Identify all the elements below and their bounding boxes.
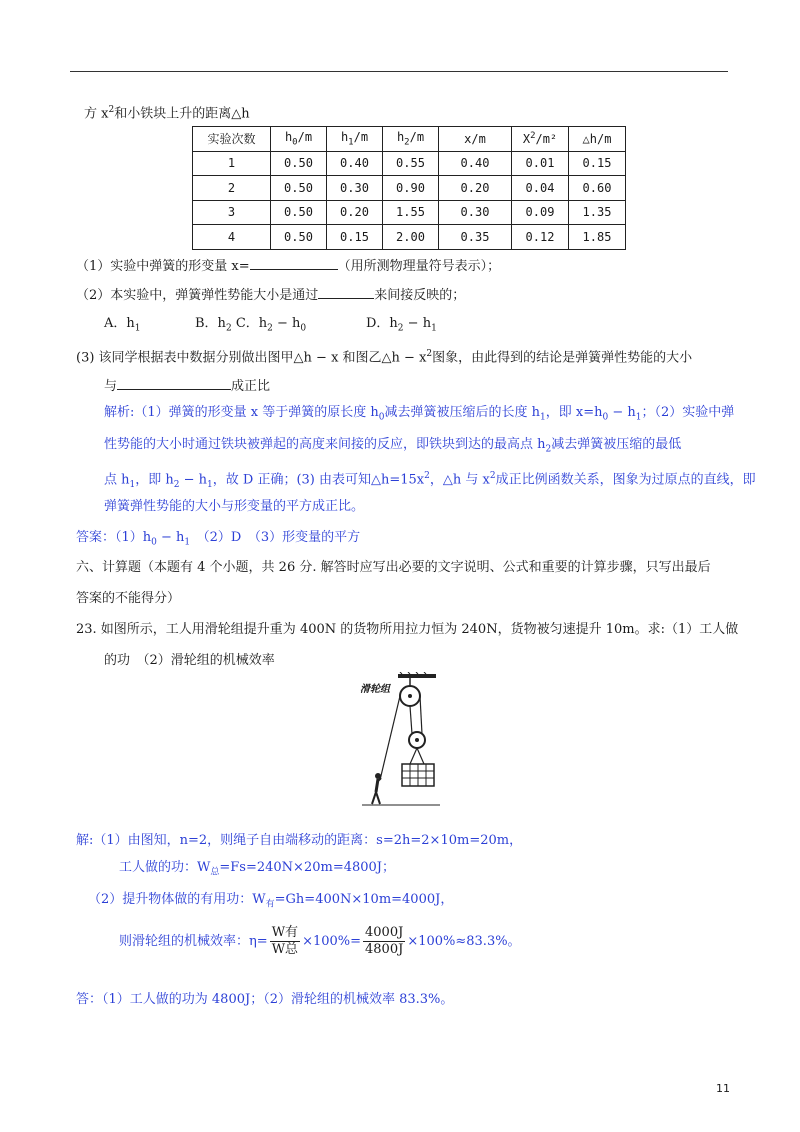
question-3-line-1: (3) 该同学根据表中数据分别做出图甲△h − x 和图乙△h − $x^2$图象，由此得到的结论是弹簧弹性势能的大小 bbox=[76, 349, 693, 366]
table-cell: 0.90 bbox=[383, 176, 439, 201]
table-cell: 0.40 bbox=[439, 151, 512, 176]
value-fraction: $\frac{4000J}{4800J}$ bbox=[365, 925, 404, 957]
table-header-cell: $h_2/m$ bbox=[383, 127, 439, 152]
fixed-pulley-axle bbox=[408, 694, 412, 698]
rope-segment bbox=[410, 706, 412, 734]
table-cell: 1.35 bbox=[569, 200, 626, 225]
answer-blank bbox=[318, 285, 374, 299]
pulley-figure bbox=[352, 672, 442, 810]
table-row bbox=[193, 200, 626, 225]
rope-segment bbox=[420, 696, 422, 734]
question-3-line-2: 与 成正比 bbox=[104, 376, 270, 396]
final-answer: 答：（1）工人做的功为 4800J；（2）滑轮组的机械效率 83.3%。 bbox=[76, 992, 454, 1007]
table-header-cell: △h/m bbox=[569, 127, 626, 152]
table-cell: 1 bbox=[193, 151, 271, 176]
table-cell: 0.50 bbox=[271, 151, 327, 176]
solution-line-4: 则滑轮组的机械效率：η= $\frac{\text{W有}}{\text{W总}}$ ×100%= $\frac{4000J}{4800J}$ ×100%≈83.3%。 bbox=[119, 925, 521, 957]
ceiling-beam bbox=[398, 674, 436, 678]
question-23-line-2: 的功 （2）滑轮组的机械效率 bbox=[104, 653, 275, 668]
option-b-c: B．$h_2$ C．$h_2 - h_0$ bbox=[195, 316, 307, 334]
analysis-line-2: 性势能的大小时通过铁块被弹起的高度来间接的反应，即铁块到达的最高点 $h_2$减去弹簧被压缩的最低 bbox=[104, 437, 682, 455]
worker-leg bbox=[376, 792, 380, 804]
answer-line: 答案：$(1)h_0 - h_1$ （2）D （3）形变量的平方 bbox=[76, 530, 361, 548]
movable-pulley-axle bbox=[415, 738, 419, 742]
table-cell: 1.85 bbox=[569, 225, 626, 250]
option-a: A．$h_1$ bbox=[104, 316, 141, 334]
solution-line-3: （2）提升物体做的有用功：$W_有=Gh=400N\times 10m=4000J$， bbox=[88, 892, 454, 910]
table-cell: 0.50 bbox=[271, 225, 327, 250]
table-cell: 0.30 bbox=[327, 176, 383, 201]
answer-blank bbox=[117, 376, 231, 390]
table-cell: 4 bbox=[193, 225, 271, 250]
table-cell: 0.15 bbox=[569, 151, 626, 176]
table-cell: 2.00 bbox=[383, 225, 439, 250]
table-cell: 2 bbox=[193, 176, 271, 201]
experiment-table bbox=[192, 126, 626, 250]
hook-chain bbox=[410, 748, 417, 764]
table-row bbox=[193, 151, 626, 176]
table-cell: 0.55 bbox=[383, 151, 439, 176]
table-cell: 0.15 bbox=[327, 225, 383, 250]
analysis-line-3: 点 $h_1$，即 $h_2 - h_1$，故 D 正确；(3) 由表可知$\triangle h=15x^2$，△h 与 $x^2$成正比例函数关系，图象为过原点的直线，即 bbox=[104, 471, 756, 490]
option-d: D．$h_2 - h_1$ bbox=[366, 316, 437, 334]
page-number: 11 bbox=[716, 1082, 730, 1095]
table-cell: 0.01 bbox=[512, 151, 569, 176]
beam-hatch bbox=[424, 672, 426, 674]
table-header-cell: $X^2/m^2$ bbox=[512, 127, 569, 152]
beam-hatch bbox=[416, 672, 418, 674]
table-cell: 0.20 bbox=[327, 200, 383, 225]
figure-label: 滑轮组 bbox=[360, 684, 390, 695]
solution-line-1: 解:（1）由图知，n=2，则绳子自由端移动的距离：s=2h=2×10m=20m， bbox=[76, 833, 523, 848]
header-rule bbox=[70, 71, 728, 72]
table-cell: 0.60 bbox=[569, 176, 626, 201]
answer-blank bbox=[250, 256, 338, 270]
table-cell: 0.09 bbox=[512, 200, 569, 225]
hook-chain bbox=[417, 748, 424, 764]
table-cell: 3 bbox=[193, 200, 271, 225]
table-header-cell: 实验次数 bbox=[193, 127, 271, 152]
table-cell: 0.04 bbox=[512, 176, 569, 201]
solution-line-2: 工人做的功：$W_总=Fs=240N\times 20m=4800J$； bbox=[119, 860, 396, 878]
table-header-row bbox=[193, 127, 626, 152]
analysis-line-4: 弹簧弹性势能的大小与形变量的平方成正比。 bbox=[104, 499, 365, 514]
table-cell: 1.55 bbox=[383, 200, 439, 225]
question-1: （1）实验中弹簧的形变量 x= （用所测物理量符号表示）； bbox=[76, 256, 500, 276]
intro-line: 方 $x^2$和小铁块上升的距离△h bbox=[84, 105, 250, 122]
table-cell: 0.20 bbox=[439, 176, 512, 201]
table-row bbox=[193, 176, 626, 201]
table-header-cell: x/m bbox=[439, 127, 512, 152]
table-cell: 0.50 bbox=[271, 176, 327, 201]
table-row bbox=[193, 225, 626, 250]
section-6-line-2: 答案的不能得分） bbox=[76, 591, 181, 606]
worker-leg bbox=[372, 792, 376, 804]
efficiency-fraction: $\frac{\text{W有}}{\text{W总}}$ bbox=[271, 925, 299, 957]
question-2: （2）本实验中，弹簧弹性势能大小是通过 来间接反映的； bbox=[76, 285, 465, 305]
table-header-cell: $h_0/m$ bbox=[271, 127, 327, 152]
beam-hatch bbox=[400, 672, 402, 674]
table-cell: 0.40 bbox=[327, 151, 383, 176]
analysis-line-1: 解析:（1）弹簧的形变量 x 等于弹簧的原长度 $h_0$减去弹簧被压缩后的长度 $h_1$，即 $x=h_0 - h_1$；（2）实验中弹 bbox=[104, 405, 735, 423]
free-rope bbox=[380, 696, 400, 780]
table-cell: 0.30 bbox=[439, 200, 512, 225]
question-23-line-1: 23. 如图所示，工人用滑轮组提升重为 400N 的货物所用拉力恒为 240N，货物被匀速提升 10m。求:（1）工人做 bbox=[76, 622, 739, 637]
beam-hatch bbox=[408, 672, 410, 674]
section-6-line-1: 六、计算题（本题有 4 个小题，共 26 分. 解答时应写出必要的文字说明、公式和重要的计算步骤，只写出最后 bbox=[76, 560, 711, 575]
table-cell: 0.35 bbox=[439, 225, 512, 250]
table-cell: 0.12 bbox=[512, 225, 569, 250]
table-header-cell: $h_1/m$ bbox=[327, 127, 383, 152]
table-cell: 0.50 bbox=[271, 200, 327, 225]
